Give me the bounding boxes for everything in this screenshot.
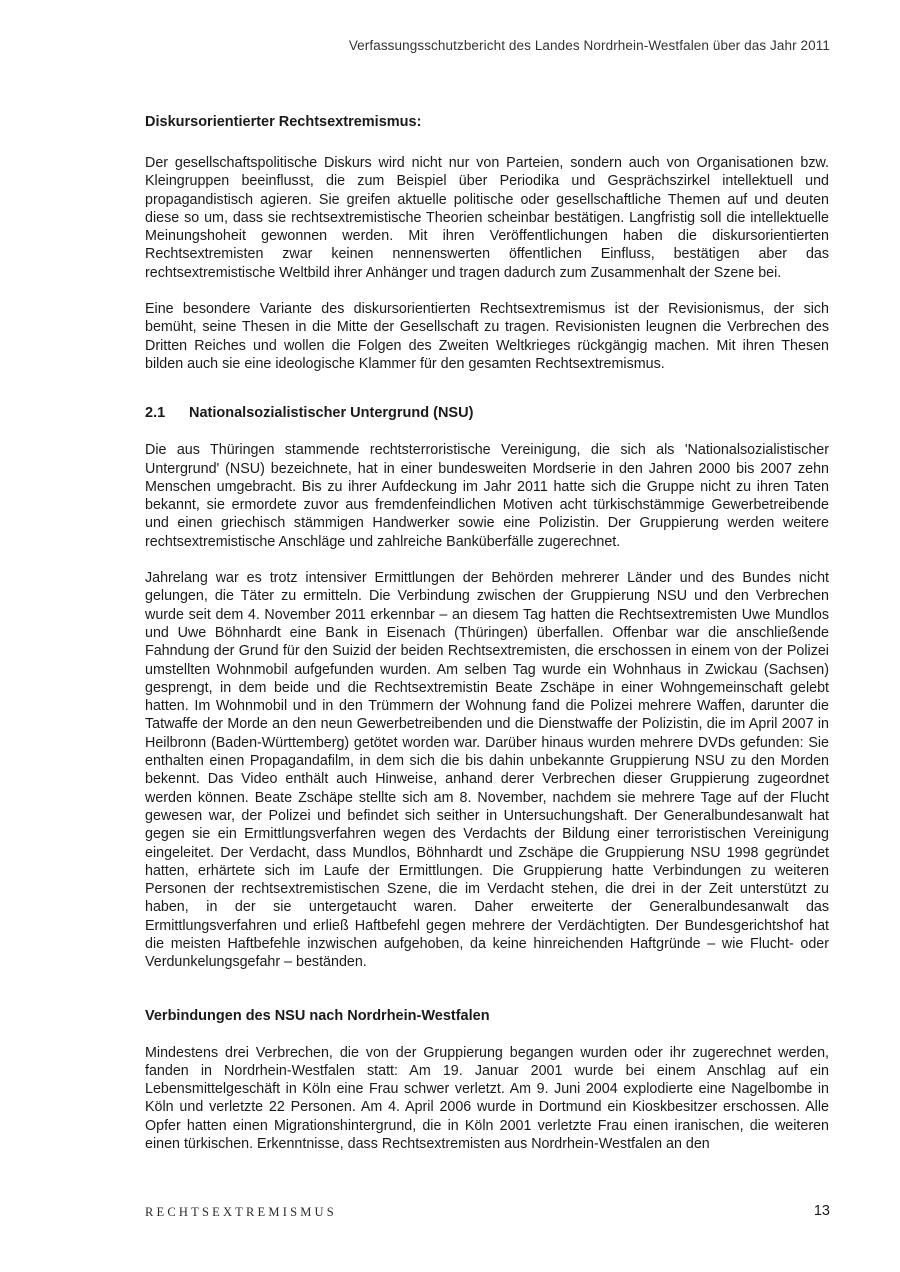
paragraph: Eine besondere Variante des diskursorientierten Rechtsextremismus ist der Revisionismus, der sich bemüht, seine Thesen in die Mitte der Gesellschaft zu tragen. Revisionisten leugnen die Verbrechen des Dritten Reiches und wollen die Folgen des Zweiten Weltkrieges rückgängig machen. Mit ihren Thesen bilden auch sie eine ideologische Klammer für den gesamten Rechtsextremismus. — [145, 301, 829, 372]
paragraph: Mindestens drei Verbrechen, die von der Gruppierung begangen wurden oder ihr zugerechnet werden, fanden in Nordrhein-Westfalen statt: Am 19. Januar 2001 wurde bei einem Anschlag auf ein Lebensmittelgeschäft in Köln eine Frau schwer verletzt. Am 9. Juni 2004 explodierte eine Nagelbombe in Köln und verletzte 22 Personen. Am 4. April 2006 wurde in Dortmund ein Kioskbesitzer erschossen. Alle Opfer hatten einen Migrationshintergrund, die in Köln 2001 verletzte Frau einen iranischen, die weiteren einen türkischen. Erkenntnisse, dass Rechtsextremisten aus Nordrhein-Westfalen an den — [145, 1044, 829, 1153]
page-number: 13 — [813, 1203, 830, 1219]
page-content — [145, 112, 829, 1171]
section-heading-nsu — [145, 403, 829, 423]
heading-verbindungen-nrw: Verbindungen des NSU nach Nordrhein-Westfalen — [145, 1007, 490, 1024]
section-title: Nationalsozialistischer Untergrund (NSU) — [189, 405, 474, 422]
footer-section-label: RECHTSEXTREMISMUS — [145, 1205, 337, 1219]
paragraph: Jahrelang war es trotz intensiver Ermittlungen der Behörden mehrerer Länder und des Bundes nicht gelungen, die Täter zu ermitteln. Die Verbindung zwischen der Gruppierung NSU und den Verbrechen wurde seit dem 4. November 2011 erkennbar – an diesem Tag hatten die Rechtsextremisten Uwe Mundlos und Uwe Böhnhardt eine Bank in Eisenach (Thüringen) überfallen. Offenbar war die anschließende Fahndung der Grund für den Suizid der beiden Rechtsextremisten, die erschossen in einem von der Polizei umstellten Wohnmobil aufgefunden wurden. Am selben Tag wurde ein Wohnhaus in Zwickau (Sachsen) gesprengt, in dem beide und die Rechtsextremistin Beate Zschäpe in einer Wohngemeinschaft gelebt hatten. Im Wohnmobil und in den Trümmern der Wohnung fand die Polizei mehrere Waffen, darunter die Tatwaffe der Morde an den neun Gewerbetreibenden und die Dienstwaffe der Polizistin, die im April 2007 in Heilbronn (Baden-Württemberg) getötet worden war. Darüber hinaus wurden mehrere DVDs gefunden: Sie enthalten einen Propagandafilm, in dem sich die bis dahin unbekannte Gruppierung NSU zu den Morden bekennt. Das Video enthält auch Hinweise, anhand derer Verbrechen dieser Gruppierung zugeordnet werden können. Beate Zschäpe stellte sich am 8. November, nachdem sie mehrere Tage auf der Flucht gewesen war, der Polizei und befindet sich seither in Untersuchungshaft. Der Generalbundesanwalt hat gegen sie ein Ermittlungsverfahren wegen des Verdachts der Bildung einer terroristischen Vereinigung eingeleitet. Der Verdacht, dass Mundlos, Böhnhardt und Zschäpe die Gruppierung NSU 1998 gegründet hatten, erhärtete sich im Laufe der Ermittlungen. Die Gruppierung hatte Verbindungen zu weiteren Personen der rechtsextremistischen Szene, die im Verdacht stehen, die drei in der Zeit unterstützt zu haben, in der sie untergetaucht waren. Daher erweiterte der Generalbundesanwalt das Ermittlungsverfahren und erließ Haftbefehl gegen mehrere der Verdächtigten. Der Bundesgerichtshof hat die meisten Haftbefehle inzwischen aufgehoben, da keine hinreichenden Haftgründe – wie Flucht- oder Verdunkelungsgefahr – beständen. — [145, 570, 829, 971]
paragraph: Der gesellschaftspolitische Diskurs wird nicht nur von Parteien, sondern auch von Organisationen bzw. Kleingruppen beeinflusst, die zum Beispiel über Periodika und Gesprächszirkel intellektuell und propagandistisch agieren. Sie greifen aktuelle politische oder gesellschaftliche Themen auf und deuten diese so um, dass sie rechtsextremistische Theorien scheinbar bestätigen. Langfristig soll die intellektuelle Meinungshoheit gewonnen werden. Mit ihren Veröffentlichungen haben die diskursorientierten Rechtsextremisten zwar keinen nennenswerten öffentlichen Einfluss, bestätigen aber das rechtsextremistische Weltbild ihrer Anhänger und tragen dadurch zum Zusammenhalt der Szene bei. — [145, 155, 829, 281]
running-header: Verfassungsschutzbericht des Landes Nordrhein-Westfalen über das Jahr 2011 — [348, 38, 830, 53]
section-number: 2.1 — [145, 405, 166, 422]
heading-diskursorientierter-rechtsextremismus: Diskursorientierter Rechtsextremismus: — [145, 114, 422, 130]
paragraph: Die aus Thüringen stammende rechtsterroristische Vereinigung, die sich als 'Nationalsozialistischer Untergrund' (NSU) bezeichnete, hat in einer bundesweiten Mordserie in den Jahren 2000 bis 2007 zehn Menschen umgebracht. Bis zu ihrer Aufdeckung im Jahr 2011 hatte sich die Gruppe nicht zu ihren Taten bekannt, sie ermordete zuvor aus fremdenfeindlichen Motiven acht türkischstämmige Gewerbetreibende und einen griechisch stämmigen Handwerker sowie eine Polizistin. Der Gruppierung werden weitere rechtsextremistische Anschläge und zahlreiche Banküberfälle zugerechnet. — [145, 442, 829, 550]
